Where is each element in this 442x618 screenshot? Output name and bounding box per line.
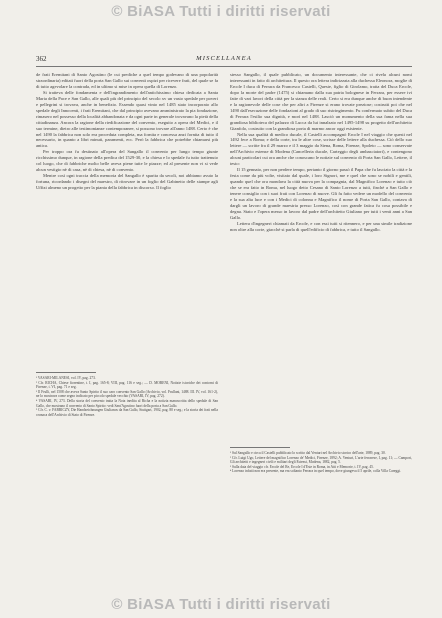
footnote: ³ Il Frulli, nel 1508 che aveva Santo Spirito il suo caro convento San Gallo (Archivio, vol. Frullani, 1488. III. IV, vol. 161-2), ne lo mostrava come segno indicato per piccolo spedale vecchio (VASARI, IV, pag. 272). [36, 389, 218, 399]
right-paragraph: Il 15 gennaio, per non perdere tempo, pertanto il giorno passò il Papa che fu lasciato la città e la festa come da più volte, visitato dal quale, i loro Signori, me e quel che sono se nobili e gentili, quando quel che ora mondava la città nuova per la compagnia, dal Magnifico Lorenzo e tutto ciò che se era fatto in Roma, nel luogo detto Cesano di Santo Lorenzo a tutti, finchè a San Gallo e tenere consiglio con i suoi frati con Lorenzo di nuove. Gli fu fatto vedere un modello del convento e la sua alta luce e con i Medici di colonna e Magnifico il nome di Porta San Gallo, contava di dargli un lavoro di grande maestria presso Lorenzo, così con grande fatica fu cosa possibile e degna. Stato e l'opera messo in lavoro dal padre dell'architetto Giuliano per tutti i venti anni a San Gallo. [230, 167, 412, 220]
right-footnotes [230, 447, 412, 474]
left-paragraph: de frati Eremitani di Santo Agostino (le cui prediche a quel tempo godevano di una popolarità straordinaria) editati fuori della porta San Gallo sui conventi ospizi per ricevere frati, del quale se fa di tutto agevolare la contrada, ed in ultimo si mise in opera quella di Lorenzo. [36, 72, 218, 89]
footnote-rule [36, 372, 96, 373]
right-paragraph: Lettera d'ingegneri chiamati da Ercole, e con essi tutti si ritennero, e per una simile tradizione non oltre alla corte, giacchè si parla di quell'edificio di fabbrica, e tutto il Sangallo. [230, 220, 412, 232]
left-paragraph: Mentre così ogni traccia della memoria del Sangallo è sparita da secoli, noi abbiamo avuto la fortuna, ricordando i disegni del maestro, di ritrovare in un foglio del Gabinetto delle stampe agli Uffizi almeno un progetto per la pianta della fabbrica in discorso. Il foglio [36, 173, 218, 191]
right-paragraph: Nella sua qualità di medico ducale, il Castelli accompagnò Ercole I nel viaggio che questi nel 1492 fece a Roma; e della corte, tra le altre cose, scrisse delle lettere alla duchessa. Ciò dello suo lettere — scritte fra il 29 marzo e il 3 maggio da Siena, Roma, Firenze, Spoleto — sono conservate nell'Archivio estense di Modena (Cancelleria ducale, Carteggio degli ambasciatori), e contengono alcuni particolari cui ora anche che conoscano le notizie sul convento di Porta San Gallo, Lettere, il testo: [230, 131, 412, 167]
page-header [36, 54, 412, 67]
footnote-rule [230, 447, 290, 448]
footnote: ² Cfr. RICHA, Chiese fiorentine, t. I, pag. 165-8; VIII, pag. 116 e seg.; — D. MORENI, Notizie istoriche dei contorni di Firenze, t. VI, pag. 71 e seg. [36, 380, 218, 390]
running-title: MISCELLANEA [196, 55, 252, 62]
left-paragraph: Per troppo ora fu destinato all'opera del Sangallo il convento per lungo tempo giunte ricchissimo dunque, in ragione della predica del 1529-30, e la chiesa e lo spedale fu tutto trattenuto col luogo, che di fabbriche molto belle aveva piene tutte le piazze; ed al presente non vi si vede alcun vestigio nè di casa, nè di chiesa, nè di convento. [36, 149, 218, 173]
left-footnotes [36, 372, 218, 417]
footnote: ⁴ Lorenzo infatti non era presente, ma era soltanto Ferrara in quel tempo, dove giungeva il 5 aprile, colla Villa Careggi. [230, 469, 402, 474]
page-number: 362 [36, 55, 47, 63]
footnote: ¹ VASARI-MILANESI, vol. IV, pag. 273. [36, 376, 96, 380]
right-paragraph: stesso Sangallo, il quale pubblicato, un documento interessante, che ci rivela alcuni nomi interessanti in fatto di architettura. Il questo ora lettera indirizzata alla duchessa Eleonora, moglie di Ercole I duca di Ferrara da Francesco Castelli, Queste, figlio di Girolamo, tratta del Duca Ercole, dopo la morte del padre (1475) si chiamano dalla sua patria bolognese in Ferrara, per essere ivi fatte di vari lavori della città per la stanza delle reali. Certo si era dunque anche di buon intendente e la ragionevole delle cose che per altri a Firenze si erano trovate preziose; costrutti poi che nel 1490 dall'esecuzione delle fondazioni al grado di suo ristringimento. Fu confermato subito del Duca di Ferrara l'esilio sua dignità, e morì nel 1488. Lasciò un monumento della sua fama nella sua grandiosa biblioteca del palazzo di Lucca da lui innalzato nel 1495-1498 su progetto dell'architetto Gianfolo, costruito con la grandiosa porta di marmo ancor oggi esistente. [230, 72, 412, 131]
left-column [36, 72, 218, 191]
footnote: ¹ Sul Sangallo e circa il Castelli pubblicato lo scritto dal Venturi nel Archivio storico dell'arte, 1889, pag. 30. [230, 451, 386, 455]
footnote: ⁵ Cfr. C. v. FABRICZY, Die Handzeichnungen Giulianos da San Gallo, Stuttgart, 1902, pag. 80 e seg.; e la storia dei frati nella cronaca dell'Archivio di Stato di Firenze. [36, 408, 218, 417]
footnote: ² Cfr. Luigi Ugo, Lettere del magnifico Lorenzo de' Medici, Firenze, 1892; A. Venturi, L'arte ferrarese, I, pag. 11; — Campori, Gli architetti e ingegneri civili e militari degli Estensi, Modena, 1882, pag. 5. [230, 455, 412, 465]
left-paragraph: Si tratteva delle fondamenta e dell'ingrandimento dell'antichissimo chiesa dedicata a Santa Maria della Pace e San Gallo, alle quali più del principio del secolo xv un vasto spedale per poveri e pellegrini si trovava, anche in benefizio. Essendo quasi vinto nel 1485 stato incorporato allo spedale degli Innocenti, i frati Eremitani, che dal principio avevano amministrato la pia fondazione, rimasero nel possesso della località abbandonata e da ogni parte in generale trovavano la pietà della cittadinanza. Ancora la ragione della riedificazione del convento, eseguito a opera del Medici, e il suo termine, dietro alle testimonianze contemporanee, si possono trovare all'anno 1488. Certo è che nel 1490 la fabbrica non solo era proceduta completa, ma fornita e concessa anzi fornita di tutto il necessario, in quanto a libri minuti, paramenti, ecc. Però la fabbrica che potrebbe chiamarsi più antica. [36, 89, 218, 149]
watermark-bottom: © BiASA Tutti i diritti riservati [111, 596, 331, 613]
footnote: ³ Sulla data del viaggio cfr. Ercole del Re, Ercole I d'Este in Roma, in Atti e Memorie, t. IV, pag. 45. [230, 464, 374, 469]
watermark-top: © BiASA Tutti i diritti riservati [111, 3, 331, 20]
right-column [230, 72, 412, 233]
document-page [36, 54, 412, 586]
footnote: ⁴ VASARI, IV, 273. Della storia del convento tratta la Nota inedita al Richa e la notizia manoscritta dello spedale di San Gallo, che mostrano il convento di Santo Spirito: vedi Sant'Agostino fuori della porta a San Gallo. [36, 398, 218, 408]
